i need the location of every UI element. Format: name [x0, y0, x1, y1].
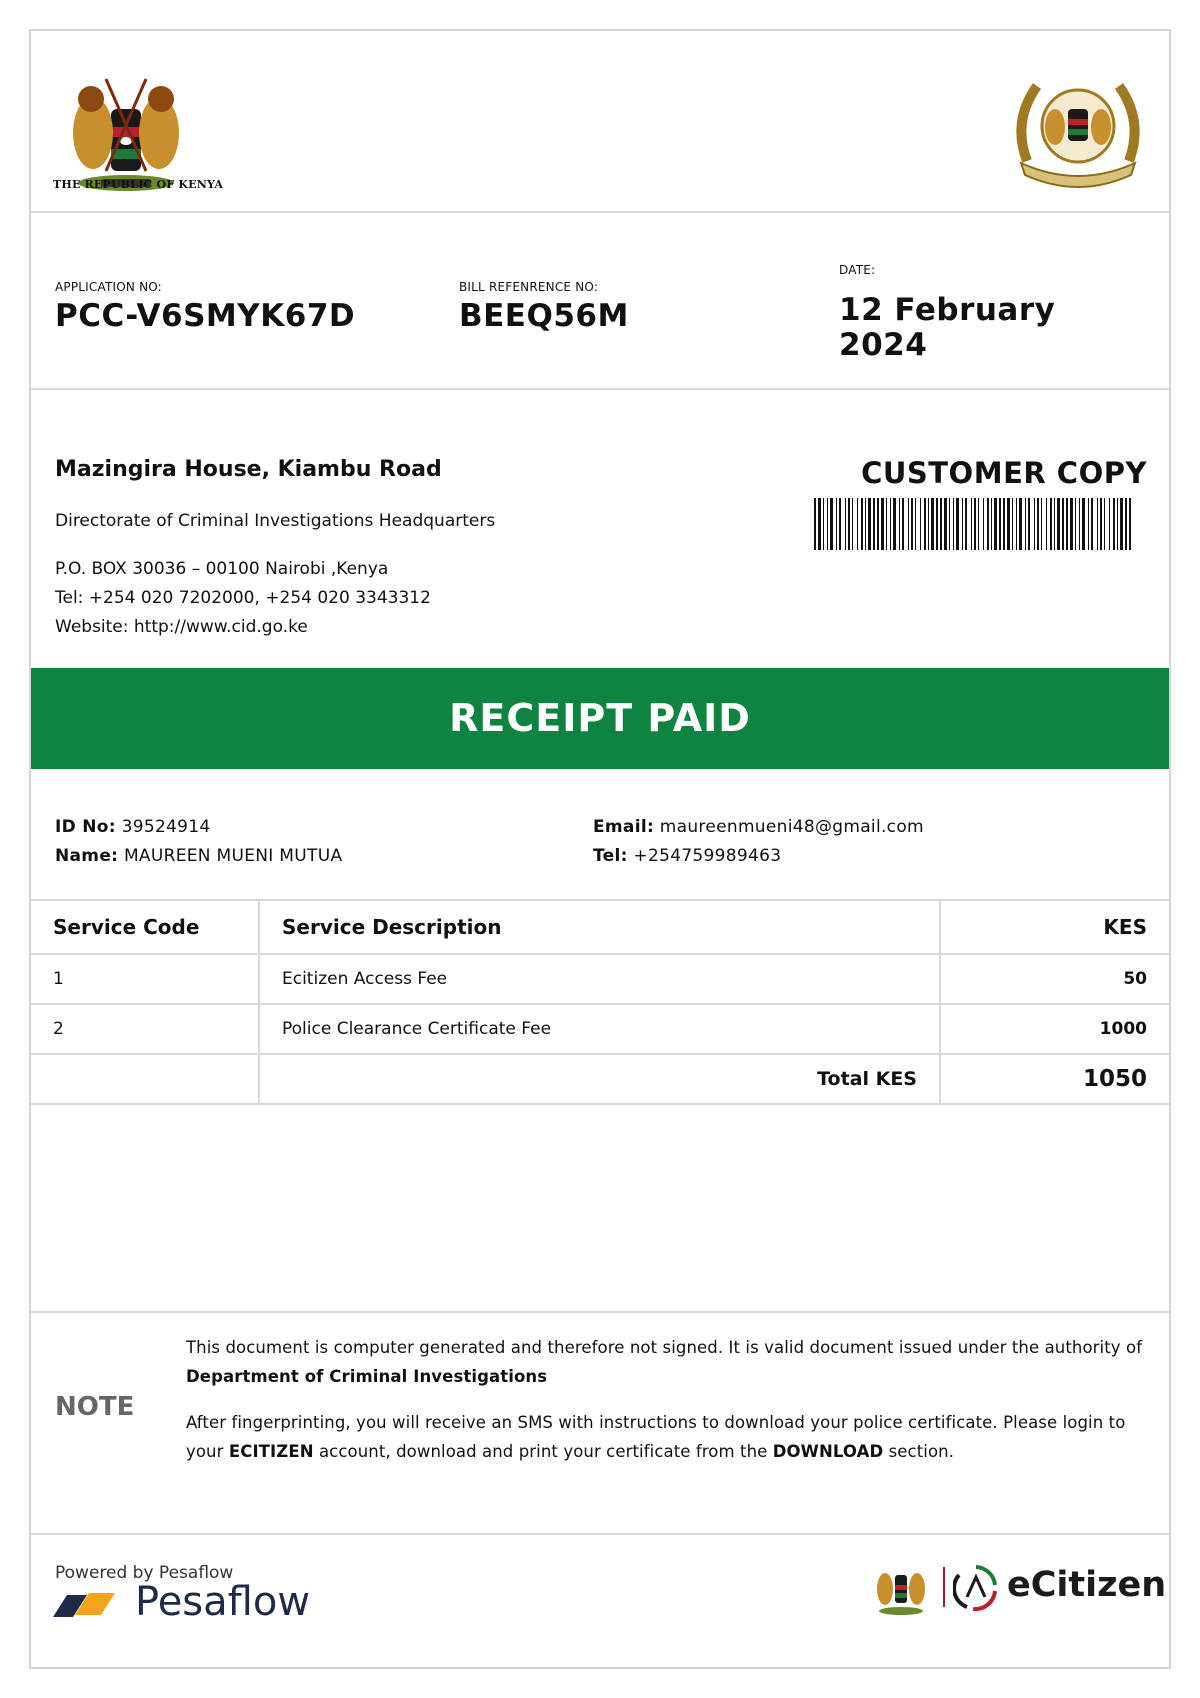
telephone: Tel: +254 020 7202000, +254 020 3343312 [55, 588, 431, 608]
note-p2-b: account, download and print your certificate from the [313, 1442, 773, 1461]
total-empty-cell [31, 1054, 259, 1104]
id-label: ID No: [55, 817, 116, 837]
application-no-label: APPLICATION NO: [55, 280, 162, 294]
customer-email [593, 817, 924, 837]
application-no-value: PCC-V6SMYK67D [55, 298, 356, 334]
note-p1-text: This document is computer generated and therefore not signed. It is valid document issued under the authority of [186, 1338, 1143, 1357]
total-value: 1050 [940, 1054, 1169, 1104]
organization-name: Directorate of Criminal Investigations Headquarters [55, 511, 496, 531]
note-p2-ecitizen: ECITIZEN [228, 1442, 314, 1461]
name-value: MAUREEN MUENI MUTUA [123, 846, 343, 866]
receipt-footer [31, 1533, 1169, 1669]
pesaflow-wordmark: Pesaflow [135, 1579, 311, 1625]
service-description: Ecitizen Access Fee [259, 954, 940, 1004]
coat-of-arms-caption: THE REPUBLIC OF KENYA [53, 178, 224, 191]
issuer-address [31, 390, 1169, 696]
id-number [55, 817, 211, 837]
receipt-header [31, 31, 1169, 213]
note-p2-download: DOWNLOAD [772, 1442, 884, 1461]
email-label: Email: [593, 817, 655, 837]
address-title: Mazingira House, Kiambu Road [55, 457, 442, 482]
name-label: Name: [55, 846, 119, 866]
table-header-row [31, 900, 1169, 954]
barcode-icon [814, 498, 1134, 550]
services-table [31, 899, 1169, 1105]
table-row [31, 1004, 1169, 1054]
ecitizen-logo-icon [953, 1563, 999, 1613]
po-box: P.O. BOX 30036 – 00100 Nairobi ,Kenya [55, 559, 389, 579]
powered-by-label: Powered by Pesaflow [55, 1563, 234, 1583]
total-label: Total KES [259, 1054, 940, 1104]
total-row [31, 1054, 1169, 1104]
date-label: DATE: [839, 263, 876, 277]
service-code: 1 [31, 954, 259, 1004]
email-value: maureenmueni48@gmail.com [659, 817, 924, 837]
receipt-page [29, 29, 1171, 1669]
tel-value: +254759989463 [633, 846, 782, 866]
note-p1-bold: Department of Criminal Investigations [186, 1367, 548, 1386]
header-service-description: Service Description [259, 900, 940, 954]
service-amount: 50 [940, 954, 1169, 1004]
customer-copy-label: CUSTOMER COPY [861, 456, 1147, 490]
header-service-code: Service Code [31, 900, 259, 954]
ecitizen-wordmark: eCitizen [1007, 1565, 1167, 1605]
note-p2-a: After fingerprinting, you will receive an SMS with instructions to download your police certificate. Please login to your [186, 1413, 1126, 1461]
service-description: Police Clearance Certificate Fee [259, 1004, 940, 1054]
note-p2-c: section. [883, 1442, 955, 1461]
customer-tel [593, 846, 781, 866]
ecitizen-coat-of-arms-icon [871, 1561, 931, 1621]
customer-name [55, 846, 342, 866]
bill-reference-value: BEEQ56M [459, 298, 629, 334]
ecitizen-divider [943, 1567, 945, 1607]
bill-reference-label: BILL REFENRENCE NO: [459, 280, 599, 294]
header-kes: KES [940, 900, 1169, 954]
tel-label: Tel: [593, 846, 628, 866]
pesaflow-logo-icon [53, 1587, 115, 1623]
note-heading: NOTE [55, 1392, 135, 1422]
national-police-service-seal-icon [1007, 71, 1149, 191]
date-value: 12 February 2024 [839, 292, 1056, 363]
service-amount: 1000 [940, 1004, 1169, 1054]
receipt-paid-banner: RECEIPT PAID [31, 668, 1169, 769]
note-section [31, 1311, 1169, 1533]
table-row [31, 954, 1169, 1004]
id-value: 39524914 [121, 817, 211, 837]
receipt-meta [31, 213, 1169, 390]
service-code: 2 [31, 1004, 259, 1054]
note-paragraph-1 [186, 1333, 1146, 1391]
website-link[interactable]: Website: http://www.cid.go.ke [55, 617, 308, 637]
note-paragraph-2 [186, 1408, 1146, 1466]
